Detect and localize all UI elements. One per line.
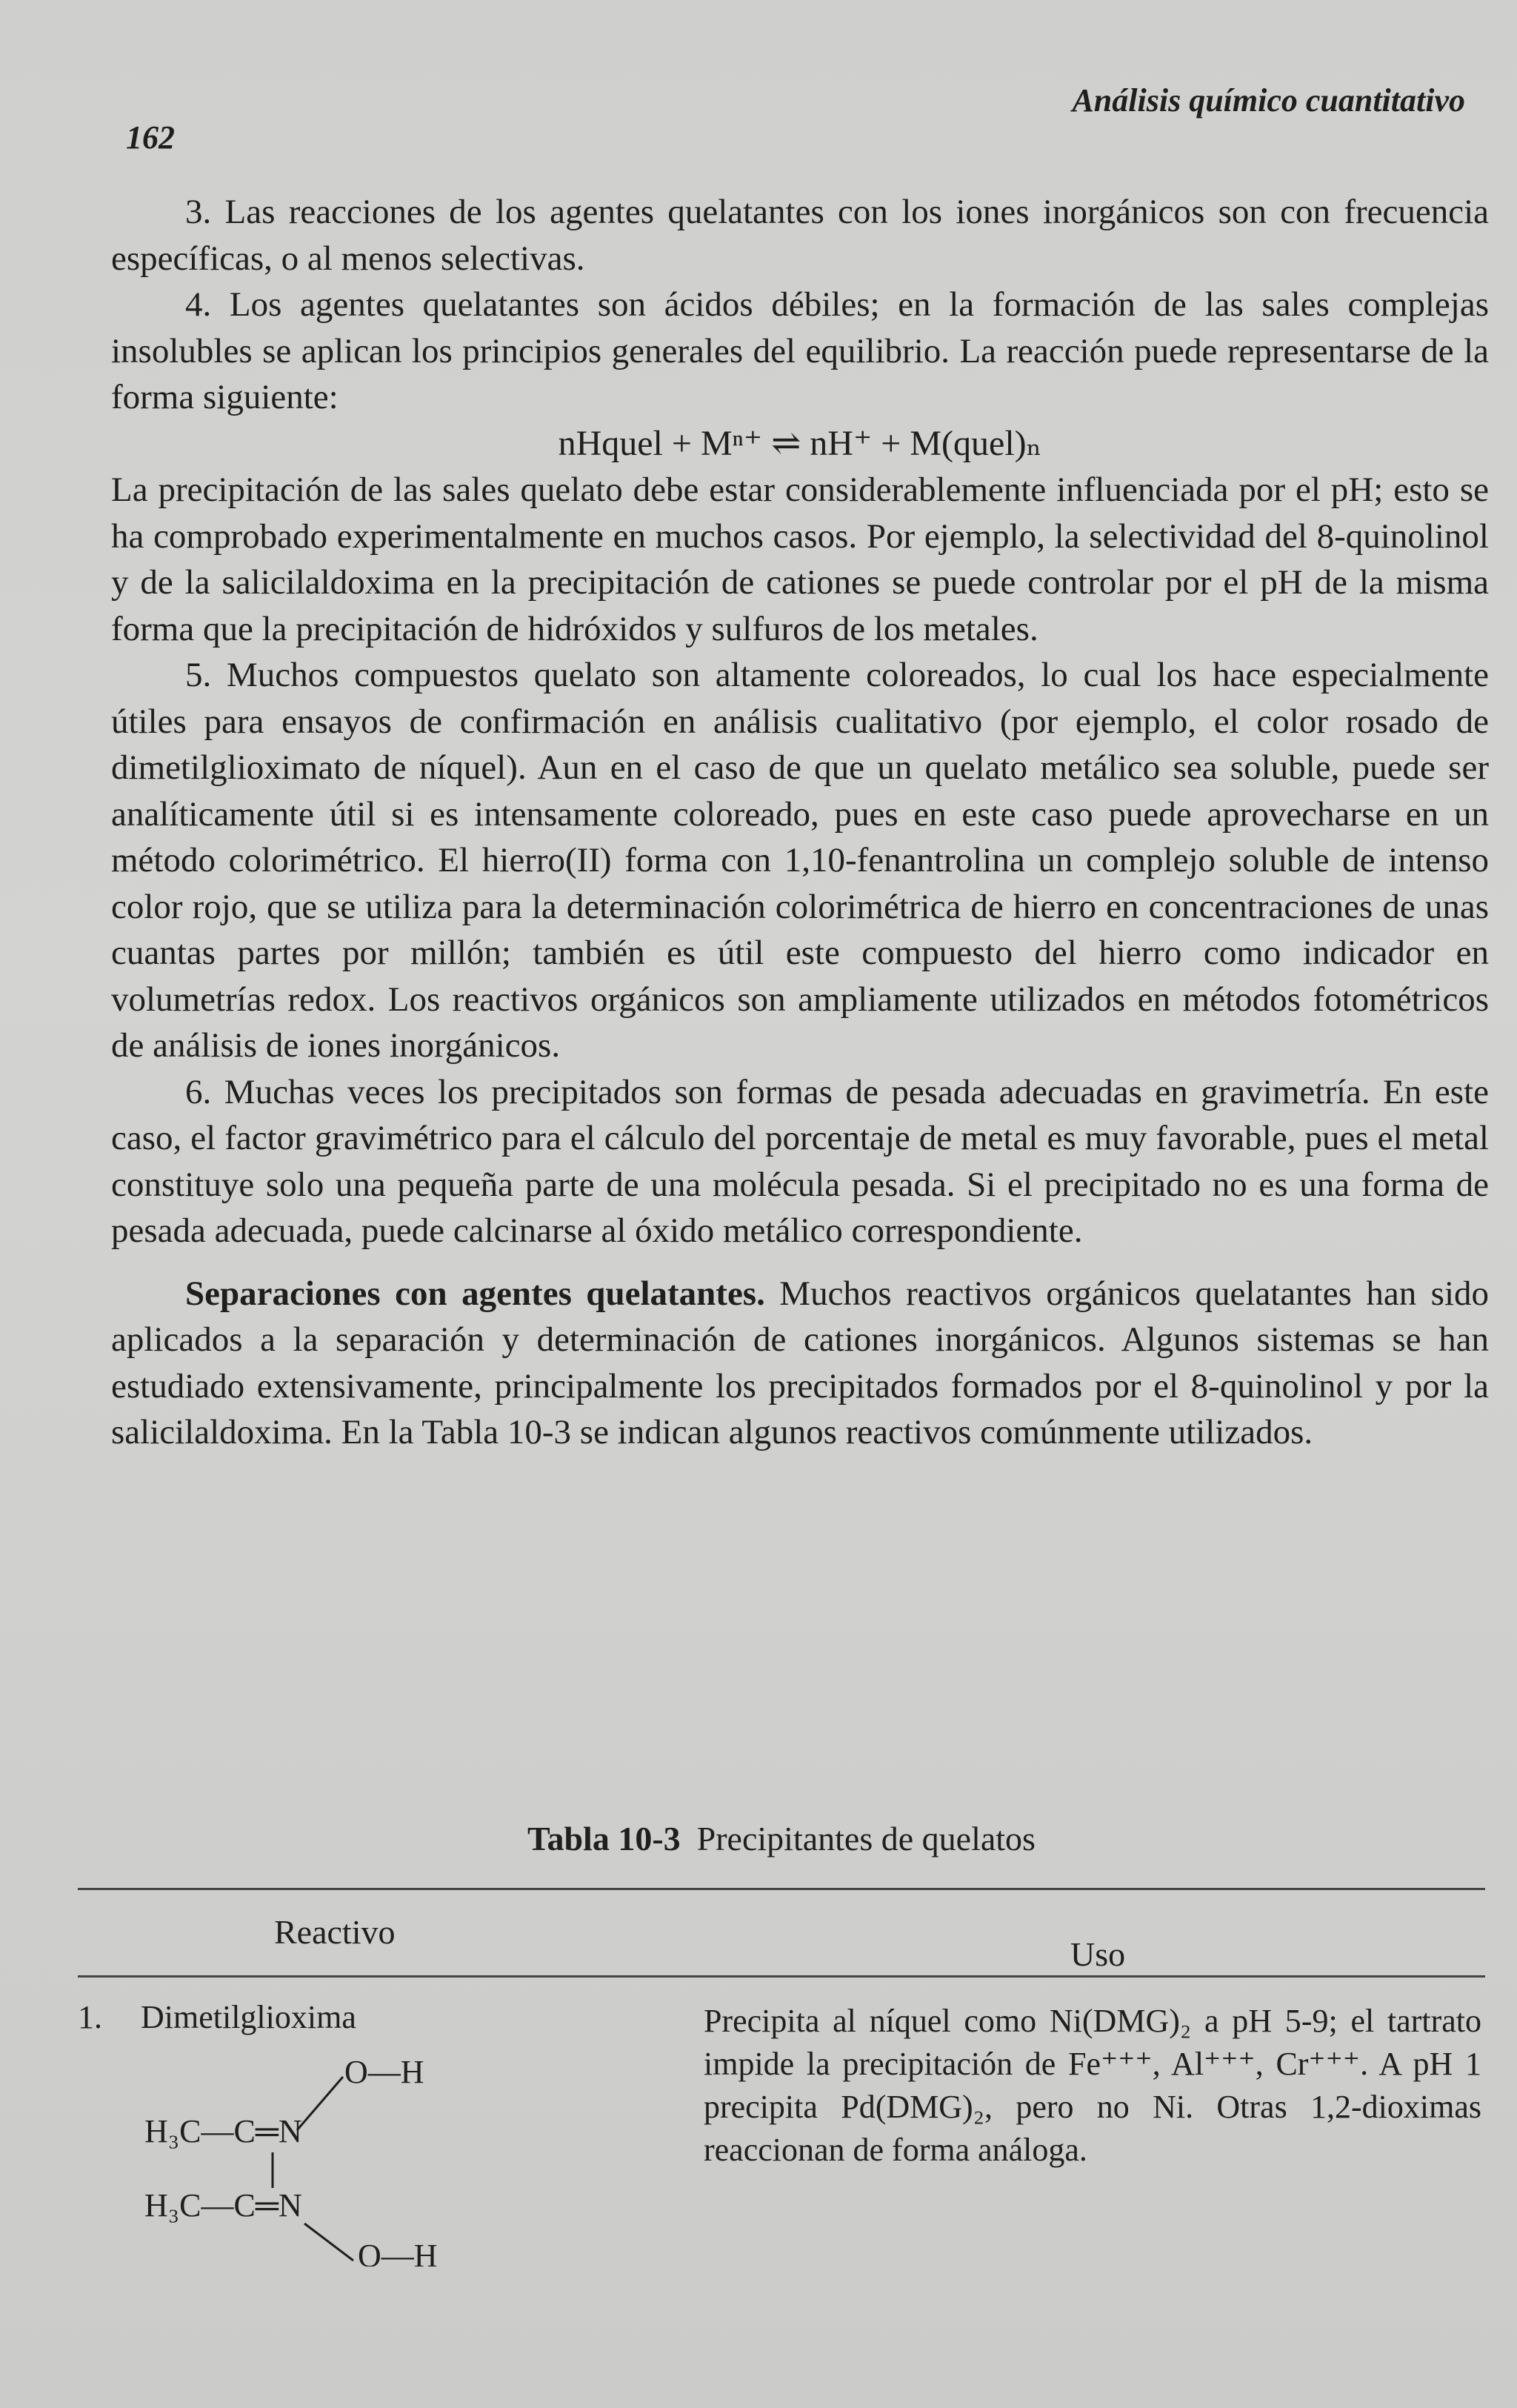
item-3: 3. Las reacciones de los agentes quelatantes con los iones inorgánicos son con frecuencia específicas, o al menos selectivas. xyxy=(111,193,1489,278)
item-6: 6. Muchas veces los precipitados son formas de pesada adecuadas en gravimetría. En este caso, el factor gravimétrico para el cálculo del porcentaje de metal es muy favorable, pues el metal constituye solo una pequeña parte de una molécula pesada. Si el precipitado no es una forma de pesada adecuada, puede calcinarse al óxido metálico correspondiente. xyxy=(111,1072,1489,1250)
structure-row-1: H₃C—C═N xyxy=(144,2113,302,2149)
structure-row-2: H₃C—C═N xyxy=(144,2187,302,2224)
section-title: Separaciones con agentes quelatantes. xyxy=(185,1274,765,1313)
page-header xyxy=(119,74,1465,156)
table-caption-label: Tabla 10-3 xyxy=(527,1820,681,1857)
body-text xyxy=(111,189,1489,1456)
dimethylglyoxime-structure xyxy=(122,2044,596,2266)
section-paragraph xyxy=(111,1271,1489,1456)
paragraph-ph: La precipitación de las sales quelato debe estar considerablemente influenciada por el pH; esto se ha comprobado experimentalmente en muchos casos. Por ejemplo, la selectividad del 8-quinolinol y de la salicilaldoxima en la precipitación de cationes se puede controlar por el pH de la misma forma que la precipitación de hidróxidos y sulfuros de los metales. xyxy=(111,470,1489,648)
table-10-3 xyxy=(78,1819,1485,2266)
table-header xyxy=(78,1890,1485,1975)
structure-bond-n-o-top xyxy=(297,2077,343,2130)
structure-oh-bottom: O—H xyxy=(358,2238,438,2266)
table-row xyxy=(78,1978,1485,2266)
running-title: Análisis químico cuantitativo xyxy=(1072,82,1465,119)
item-4: 4. Los agentes quelatantes son ácidos débiles; en la formación de las sales complejas insolubles se aplican los principios generales del equilibrio. La reacción puede representarse de la forma siguiente: xyxy=(111,285,1489,416)
equilibrium-equation: nHquel + Mⁿ⁺ ⇌ nH⁺ + M(quel)ₙ xyxy=(558,423,1042,463)
table-caption-title: Precipitantes de quelatos xyxy=(696,1820,1036,1857)
page-number: 162 xyxy=(126,119,175,156)
column-header-uso: Uso xyxy=(1070,1935,1126,1973)
reagent-use: Precipita al níquel como Ni(DMG)₂ a pH 5-9; el tartrato impide la precipitación de Fe⁺⁺⁺, Al⁺⁺⁺, Cr⁺⁺⁺. A pH 1 precipita Pd(DMG)₂, pero no Ni. Otras 1,2-dioximas reaccionan de forma análoga. xyxy=(704,2003,1481,2168)
section-text: Muchos reactivos orgánicos quelatantes han sido aplicados a la separación y determinación de cationes inorgánicos. Algunos sistemas se han estudiado extensivamente, principalmente los precipitados formados por el 8-quinolinol y por la salicilaldoxima. En la Tabla 10-3 se indican algunos reactivos comúnmente utilizados. xyxy=(111,1274,1489,1451)
structure-bond-n-o-bottom xyxy=(304,2224,353,2261)
table-caption xyxy=(78,1819,1485,1858)
column-header-reactivo: Reactivo xyxy=(274,1913,396,1951)
reagent-name: Dimetilglioxima xyxy=(141,1999,356,2035)
row-number: 1. xyxy=(78,1999,102,2035)
structure-oh-top: O—H xyxy=(344,2054,424,2090)
item-5: 5. Muchos compuestos quelato son altamente coloreados, lo cual los hace especialmente útiles para ensayos de confirmación en análisis cualitativo (por ejemplo, el color rosado de dimetilglioximato de níquel). Aun en el caso de que un quelato metálico sea soluble, puede ser analíticamente útil si es intensamente coloreado, pues en este caso puede aprovecharse en un método colorimétrico. El hierro(II) forma con 1,10-fenantrolina un complejo soluble de intenso color rojo, que se utiliza para la determinación colorimétrica de hierro en concentraciones de unas cuantas partes por millón; también es útil este compuesto del hierro como indicador en volumetrías redox. Los reactivos orgánicos son ampliamente utilizados en métodos fotométricos de análisis de iones inorgánicos. xyxy=(111,656,1489,1065)
